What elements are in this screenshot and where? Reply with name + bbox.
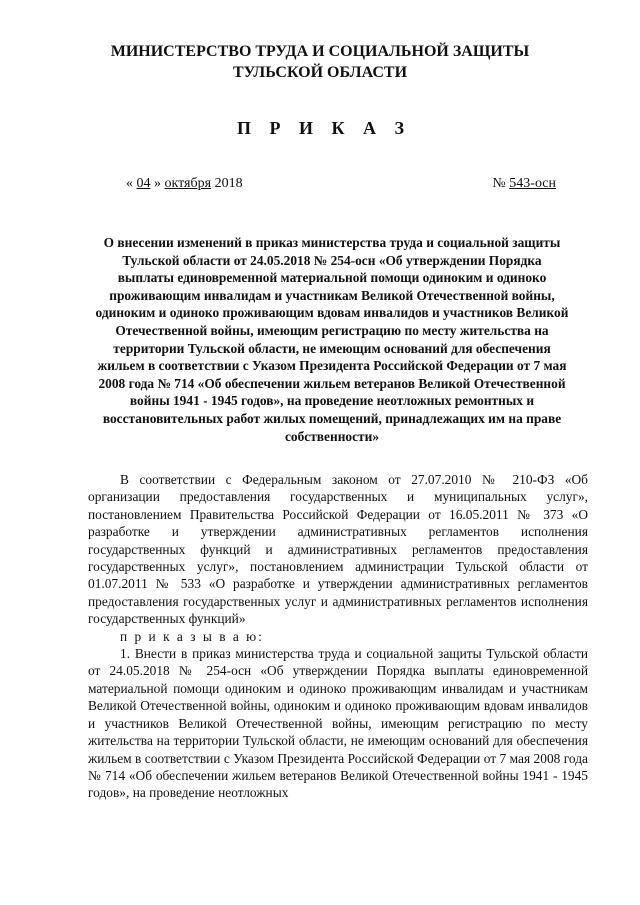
order-title: П Р И К А З	[236, 118, 412, 138]
order-subject: О внесении изменений в приказ министерства труда и социальной защиты Тульской области от 24.05.2018 № 254-осн «Об утверждении Порядка выплаты единовременной материальной помощи одиноким и одиноко проживающим инвалидам и участникам Великой Отечественной войны, одиноким и одиноко проживающим вдовам инвалидов и участников Великой Отечественной войны, имеющим регистрацию по месту жительства на территории Тульской области, не имеющим оснований для обеспечения жильем в соответствии с Указом Президента Российской Федерации от 7 мая 2008 года № 714 «Об обеспечении жильем ветеранов Великой Отечественной войны 1941 - 1945 годов», на проведение неотложных ремонтных и восстановительных работ жилых помещений, принадлежащих им на праве собственности»	[95, 235, 569, 444]
number-value: 543-осн	[509, 176, 556, 191]
order-body	[88, 471, 588, 802]
order-number	[492, 176, 556, 192]
ministry-header	[90, 41, 550, 83]
date-month: октября	[164, 176, 212, 191]
number-prefix: №	[492, 176, 510, 191]
date-close-quote: »	[150, 176, 165, 191]
order-word: п р и к а з ы в а ю:	[120, 628, 264, 644]
item-1-paragraph: 1. Внести в приказ министерства труда и социальной защиты Тульской области от 24.05.2018 № 254-осн «Об утверждении Порядка выплаты единовременной материальной помощи одиноким и одиноко проживающим инвалидам и участникам Великой Отечественной войны, одиноким и одиноко проживающим вдовам инвалидов и участников Великой Отечественной войны, имеющим регистрацию по месту жительства на территории Тульской области, не имеющим оснований для обеспечения жильем в соответствии с Указом Президента Российской Федерации от 7 мая 2008 года № 714 «Об обеспечении жильем ветеранов Великой Отечественной войны 1941 - 1945 годов», на проведение неотложных	[88, 646, 588, 801]
order-date	[126, 176, 243, 192]
preamble-paragraph: В соответствии с Федеральным законом от 27.07.2010 № 210-ФЗ «Об организации предоставления государственных и муниципальных услуг», постановлением Правительства Российской Федерации от 16.05.2011 № 373 «О разработке и утверждении административных регламентов исполнения государственных функций и административных регламентов предоставления государственных услуг», постановлением администрации Тульской области от 01.07.2011 № 533 «О разработке и утверждении административных регламентов предоставления государственных услуг и административных регламентов исполнения государственных функций»	[88, 472, 588, 627]
ministry-name-line1: МИНИСТЕРСТВО ТРУДА И СОЦИАЛЬНОЙ ЗАЩИТЫ	[110, 43, 530, 60]
date-open-quote: «	[126, 176, 137, 191]
date-day: 04	[136, 176, 151, 191]
ministry-name-line2: ТУЛЬСКОЙ ОБЛАСТИ	[232, 64, 408, 81]
date-year: 2018	[211, 176, 243, 191]
